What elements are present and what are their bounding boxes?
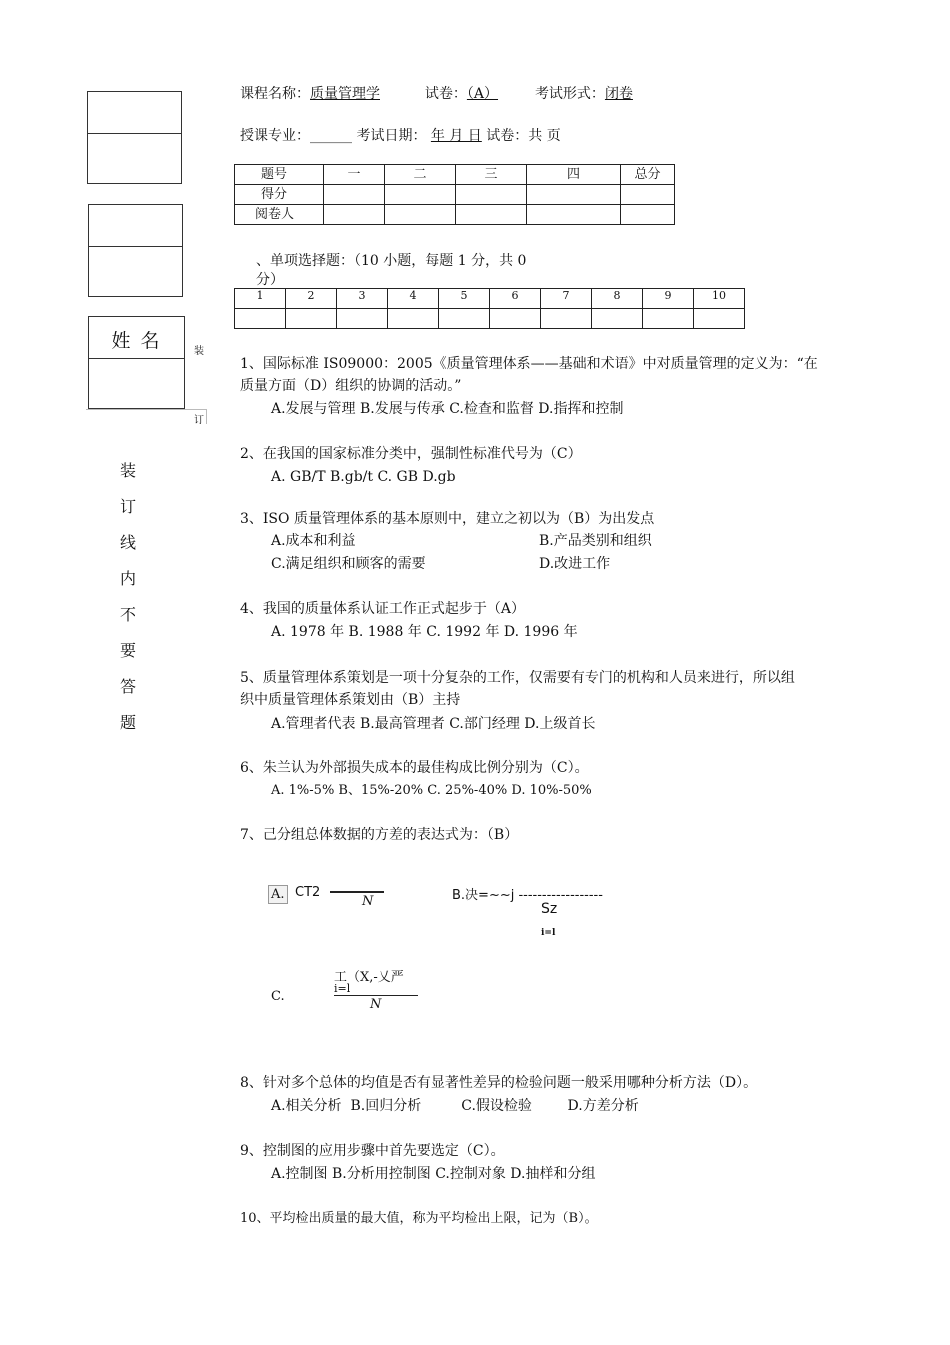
answer-number: 7 bbox=[541, 289, 592, 309]
q7-option-b-denominator: Sz bbox=[541, 901, 558, 917]
q7-option-c-denominator: N bbox=[370, 997, 382, 1012]
q7-line1: 7、己分组总体数据的方差的表达式为：（B） bbox=[240, 827, 519, 843]
course-label: 课程名称： bbox=[240, 86, 310, 102]
score-cell bbox=[324, 185, 385, 205]
q7-option-c-numerator: 工（X,-乂严 bbox=[334, 970, 404, 985]
header-line-2 bbox=[240, 126, 561, 146]
q2-line1: 2、在我国的国家标准分类中，强制性标准代号为（C） bbox=[240, 446, 582, 462]
q10-line1: 10、平均检出质量的最大值，称为平均检出上限，记为（B）。 bbox=[240, 1211, 598, 1226]
q3-option-d: D.改进工作 bbox=[539, 556, 611, 572]
q3-option-c: C.满足组织和顾客的需要 bbox=[271, 556, 426, 572]
binding-box-1 bbox=[87, 91, 182, 184]
q7-option-b-expr: B.决=~~j ------------------ bbox=[452, 888, 603, 903]
header-line-1 bbox=[240, 84, 633, 104]
paper-label: 试卷： bbox=[424, 86, 467, 102]
q5-line1: 5、质量管理体系策划是一项十分复杂的工作，仅需要有专门的机构和人员来进行，所以组 bbox=[240, 670, 795, 686]
exam-form-label: 考试形式： bbox=[534, 86, 605, 102]
q3-option-a: A.成本和利益 bbox=[271, 533, 356, 549]
answer-cell bbox=[541, 309, 592, 329]
q6-options: A. 1%-5% B、15%-20% C. 25%-40% D. 10%-50% bbox=[271, 783, 592, 798]
score-row-label: 得分 bbox=[235, 185, 324, 205]
name-label: 姓 名 bbox=[111, 330, 162, 352]
q6-line1: 6、朱兰认为外部损失成本的最佳构成比例分别为（C）。 bbox=[240, 760, 589, 776]
score-table bbox=[234, 164, 675, 225]
binding-char-1: 装 bbox=[119, 461, 136, 480]
q7-option-a-expr: CT2 bbox=[295, 885, 321, 900]
answer-number-row bbox=[235, 289, 745, 309]
q7-option-a-label: A. bbox=[268, 885, 288, 904]
answer-cell bbox=[592, 309, 643, 329]
side-small-bottom: 订 bbox=[194, 415, 204, 426]
answer-blank-row bbox=[235, 309, 745, 329]
answer-table bbox=[234, 288, 745, 329]
answer-number: 3 bbox=[337, 289, 388, 309]
binding-char-7: 答 bbox=[119, 677, 136, 696]
q9-line1: 9、控制图的应用步骤中首先要选定（C）。 bbox=[240, 1143, 505, 1159]
answer-number: 6 bbox=[490, 289, 541, 309]
grader-row bbox=[235, 205, 675, 225]
q3-line1: 3、ISO 质量管理体系的基本原则中，建立之初以为（B）为出发点 bbox=[240, 511, 655, 527]
answer-cell bbox=[235, 309, 286, 329]
answer-number: 2 bbox=[286, 289, 337, 309]
answer-number: 5 bbox=[439, 289, 490, 309]
score-header-cell: 总分 bbox=[621, 165, 675, 185]
exam-form-value: 闭卷 bbox=[604, 86, 633, 102]
score-header-cell: 四 bbox=[527, 165, 621, 185]
section1-title-line2: 分） bbox=[256, 272, 284, 288]
paper-value: （A） bbox=[466, 86, 499, 102]
answer-cell bbox=[286, 309, 337, 329]
grader-row-label: 阅卷人 bbox=[235, 205, 324, 225]
score-header-cell: 二 bbox=[385, 165, 456, 185]
q7-option-c-fraction-line bbox=[334, 995, 418, 996]
q9-options: A.控制图 B.分析用控制图 C.控制对象 D.抽样和分组 bbox=[271, 1166, 596, 1182]
binding-char-2: 订 bbox=[119, 497, 136, 516]
q1-line2: 质量方面（D）组织的协调的活动。” bbox=[240, 378, 462, 394]
answer-number: 8 bbox=[592, 289, 643, 309]
answer-number: 10 bbox=[694, 289, 745, 309]
score-header-cell: 三 bbox=[456, 165, 527, 185]
major-blank: ______ bbox=[310, 128, 352, 144]
q5-line2: 织中质量管理体系策划由（B）主持 bbox=[240, 692, 461, 708]
score-header-cell: 一 bbox=[324, 165, 385, 185]
grader-cell bbox=[324, 205, 385, 225]
grader-cell bbox=[621, 205, 675, 225]
q3-option-b: B.产品类别和组织 bbox=[539, 533, 652, 549]
grader-cell bbox=[456, 205, 527, 225]
answer-cell bbox=[388, 309, 439, 329]
score-cell bbox=[385, 185, 456, 205]
score-header-cell: 题号 bbox=[235, 165, 324, 185]
date-value: 年 月 日 bbox=[430, 128, 482, 144]
date-label: 考试日期： bbox=[356, 128, 427, 144]
answer-number: 4 bbox=[388, 289, 439, 309]
answer-number: 9 bbox=[643, 289, 694, 309]
answer-cell bbox=[439, 309, 490, 329]
name-box-outline bbox=[86, 409, 207, 424]
binding-char-8: 题 bbox=[119, 713, 136, 732]
q5-options: A.管理者代表 B.最高管理者 C.部门经理 D.上级首长 bbox=[271, 716, 596, 732]
q8-options: A.相关分析 B.回归分析 C.假设检验 D.方差分析 bbox=[271, 1098, 639, 1114]
q7-option-a-fraction-line bbox=[330, 891, 384, 893]
section1-title-line1: 、单项选择题：（10 小题，每题 1 分，共 0 bbox=[256, 253, 527, 269]
answer-cell bbox=[337, 309, 388, 329]
q8-line1: 8、针对多个总体的均值是否有显著性差异的检验问题一般采用哪种分析方法（D）。 bbox=[240, 1075, 758, 1091]
course-name: 质量管理学 bbox=[310, 86, 380, 102]
grader-cell bbox=[527, 205, 621, 225]
binding-char-4: 内 bbox=[119, 569, 136, 588]
grader-cell bbox=[385, 205, 456, 225]
answer-cell bbox=[643, 309, 694, 329]
major-label: 授课专业： bbox=[240, 128, 310, 144]
answer-number: 1 bbox=[235, 289, 286, 309]
binding-box-2 bbox=[88, 204, 183, 297]
score-table-header-row bbox=[235, 165, 675, 185]
q4-line1: 4、我国的质量体系认证工作正式起步于（A） bbox=[240, 601, 526, 617]
q2-options: A. GB/T B.gb/t C. GB D.gb bbox=[271, 469, 456, 485]
answer-cell bbox=[490, 309, 541, 329]
q1-options: A.发展与管理 B.发展与传承 C.检查和监督 D.指挥和控制 bbox=[271, 401, 624, 417]
q7-option-a-denominator: N bbox=[362, 894, 374, 909]
binding-char-6: 要 bbox=[119, 641, 136, 660]
q1-line1: 1、国际标准 IS09000：2005《质量管理体系——基础和术语》中对质量管理的定义为：“在 bbox=[240, 356, 818, 372]
binding-char-3: 线 bbox=[119, 533, 136, 552]
q7-option-c-label: C. bbox=[271, 989, 285, 1004]
q4-options: A. 1978 年 B. 1988 年 C. 1992 年 D. 1996 年 bbox=[271, 624, 578, 640]
answer-cell bbox=[694, 309, 745, 329]
score-cell bbox=[621, 185, 675, 205]
pages-label: 试卷：共 页 bbox=[486, 128, 561, 144]
q7-option-b-subscript: i=l bbox=[541, 928, 556, 938]
score-row bbox=[235, 185, 675, 205]
score-cell bbox=[456, 185, 527, 205]
q7-option-c-subscript: i=l bbox=[334, 982, 351, 995]
side-small-top: 装 bbox=[194, 346, 204, 357]
name-box bbox=[88, 316, 185, 409]
binding-char-5: 不 bbox=[119, 605, 136, 624]
score-cell bbox=[527, 185, 621, 205]
